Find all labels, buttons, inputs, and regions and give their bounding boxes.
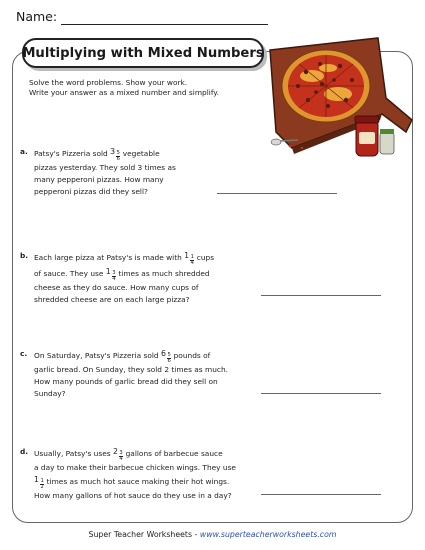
fraction-whole: 2 <box>112 447 118 456</box>
fraction-whole: 6 <box>160 349 166 358</box>
question-text: times as much shredded <box>118 269 210 278</box>
fraction-numerator: 3 <box>112 270 116 276</box>
question-label: a. <box>20 147 28 156</box>
footer-link[interactable]: www.superteacherworksheets.com <box>199 530 337 539</box>
mixed-number <box>106 266 116 282</box>
fraction-whole: 1 <box>184 251 190 260</box>
fraction-whole: 1 <box>105 267 111 276</box>
fraction-numerator: 1 <box>40 478 44 484</box>
fraction-denominator: 4 <box>190 260 194 266</box>
fraction-numerator: 3 <box>119 450 123 456</box>
question-text: Each large pizza at Patsy's is made with <box>34 253 182 262</box>
fraction-numerator: 1 <box>190 254 194 260</box>
fraction-denominator: 2 <box>40 484 44 490</box>
question-text: Sunday? <box>34 389 66 398</box>
question-label: d. <box>20 447 29 456</box>
worksheet-title: Multiplying with Mixed Numbers <box>22 38 264 68</box>
question-text: pepperoni pizzas did they sell? <box>34 187 148 196</box>
question-c <box>20 348 228 400</box>
question-text: On Saturday, Patsy's Pizzeria sold <box>34 351 159 360</box>
question-text: garlic bread. On Sunday, they sold 2 times as much. <box>34 365 228 374</box>
fraction-numerator: 5 <box>116 150 120 156</box>
question-text: Patsy's Pizzeria sold <box>34 149 108 158</box>
instructions <box>29 78 219 98</box>
fraction-denominator: 4 <box>119 456 123 462</box>
question-label: b. <box>20 251 29 260</box>
question-text: pounds of <box>173 351 211 360</box>
mixed-number <box>184 250 194 266</box>
fraction-denominator: 4 <box>112 276 116 282</box>
spice-jar <box>380 132 394 154</box>
question-d <box>20 446 236 502</box>
fraction-numerator: 5 <box>167 352 171 358</box>
answer-line-c[interactable] <box>261 393 381 394</box>
instructions-line-1: Solve the word problems. Show your work. <box>29 78 188 87</box>
answer-line-a[interactable] <box>217 193 337 194</box>
spoon <box>271 139 281 145</box>
question-text: of sauce. They use <box>34 269 104 278</box>
question-label: c. <box>20 349 28 358</box>
question-text: How many pounds of garlic bread did they sell on <box>34 377 218 386</box>
question-a <box>20 146 176 198</box>
question-text: How many gallons of hot sauce do they use in a day? <box>34 491 232 500</box>
fraction-denominator: 6 <box>167 358 171 364</box>
footer <box>0 530 425 539</box>
question-text: Usually, Patsy's uses <box>34 449 111 458</box>
name-label: Name: <box>16 9 58 24</box>
answer-line-d[interactable] <box>261 494 381 495</box>
instructions-line-2: Write your answer as a mixed number and simplify. <box>29 88 219 97</box>
footer-text: Super Teacher Worksheets - <box>88 530 200 539</box>
name-line[interactable] <box>61 24 268 25</box>
question-text: cheese as they do sauce. How many cups of <box>34 283 199 292</box>
fraction-denominator: 6 <box>116 156 120 162</box>
question-text: a day to make their barbecue chicken wings. They use <box>34 463 236 472</box>
pizza-illustration <box>262 36 414 160</box>
question-text: pizzas yesterday. They sold 3 times as <box>34 163 176 172</box>
question-text: many pepperoni pizzas. How many <box>34 175 164 184</box>
answer-line-b[interactable] <box>261 295 381 296</box>
question-text: cups <box>196 253 215 262</box>
mixed-number <box>110 146 120 162</box>
question-text: times as much hot sauce making their hot wings. <box>46 477 230 486</box>
question-text: shredded cheese are on each large pizza? <box>34 295 190 304</box>
question-b <box>20 250 215 306</box>
question-text: gallons of barbecue sauce <box>125 449 223 458</box>
mixed-number <box>161 348 171 364</box>
question-text: vegetable <box>122 149 160 158</box>
mixed-number <box>113 446 123 462</box>
fraction-whole: 3 <box>110 147 116 156</box>
fraction-whole: 1 <box>34 475 39 484</box>
mixed-number <box>34 474 44 490</box>
